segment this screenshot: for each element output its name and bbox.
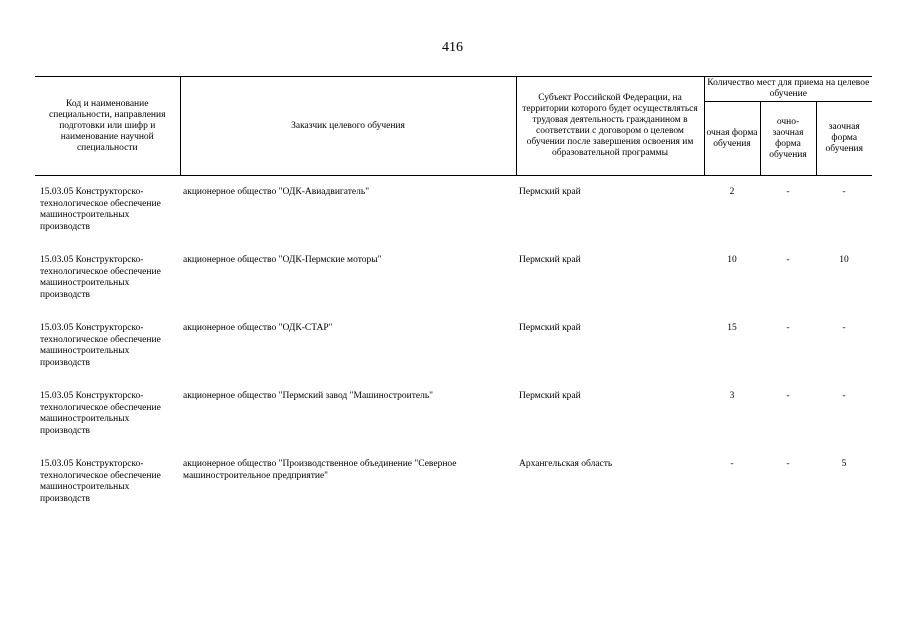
cell-subject: Пермский край (519, 255, 581, 265)
cell-extramural: 10 (839, 255, 849, 265)
page-number: 416 (442, 40, 463, 55)
header-subject: Субъект Российской Федерации, на территории которого будет осуществляться трудовая деятельность гражданином в соответствии с договором о целевом обучении после завершения освоения им образовательной программы (516, 77, 704, 176)
cell-full-time: 2 (729, 187, 735, 197)
cell-customer: акционерное общество "Производственное объединение "Северное машиностроительное предприятие" (183, 459, 457, 481)
cell-customer: акционерное общество "ОДК-СТАР" (183, 323, 333, 333)
header-places: Количество мест для приема на целевое обучение (704, 77, 872, 102)
cell-subject: Пермский край (519, 323, 581, 333)
cell-code: 15.03.05 Конструкторско-технологическое обеспечение машиностроительных производств (40, 187, 161, 232)
cell-subject: Пермский край (519, 391, 581, 401)
cell-part-time: - (786, 391, 790, 401)
cell-subject: Архангельская область (519, 459, 613, 469)
cell-full-time: 15 (727, 323, 737, 333)
cell-part-time: - (786, 459, 790, 469)
table-row (35, 323, 872, 391)
cell-part-time: - (786, 255, 790, 265)
cell-part-time: - (786, 187, 790, 197)
cell-code: 15.03.05 Конструкторско-технологическое обеспечение машиностроительных производств (40, 255, 161, 300)
table-row (35, 187, 872, 255)
header-customer: Заказчик целевого обучения (180, 77, 516, 176)
cell-customer: акционерное общество "ОДК-Авиадвигатель" (183, 187, 370, 197)
cell-full-time: 10 (727, 255, 737, 265)
cell-extramural: - (842, 391, 846, 401)
cell-full-time: - (730, 459, 734, 469)
cell-subject: Пермский край (519, 187, 581, 197)
header-full-time: очная форма обучения (704, 102, 760, 176)
cell-code: 15.03.05 Конструкторско-технологическое обеспечение машиностроительных производств (40, 459, 161, 504)
cell-full-time: 3 (729, 391, 735, 401)
cell-extramural: - (842, 187, 846, 197)
targeted-training-table (35, 76, 872, 527)
header-extramural: заочная форма обучения (816, 102, 872, 176)
table-row (35, 255, 872, 323)
cell-extramural: 5 (841, 459, 847, 469)
cell-extramural: - (842, 323, 846, 333)
cell-customer: акционерное общество "Пермский завод "Машиностроитель" (183, 391, 434, 401)
cell-customer: акционерное общество "ОДК-Пермские моторы" (183, 255, 382, 265)
table-row (35, 459, 872, 527)
table-row (35, 391, 872, 459)
cell-code: 15.03.05 Конструкторско-технологическое обеспечение машиностроительных производств (40, 391, 161, 436)
header-code: Код и наименование специальности, направления подготовки или шифр и наименование научной специальности (35, 77, 180, 176)
cell-part-time: - (786, 323, 790, 333)
header-part-time: очно-заочная форма обучения (760, 102, 816, 176)
cell-code: 15.03.05 Конструкторско-технологическое обеспечение машиностроительных производств (40, 323, 161, 368)
